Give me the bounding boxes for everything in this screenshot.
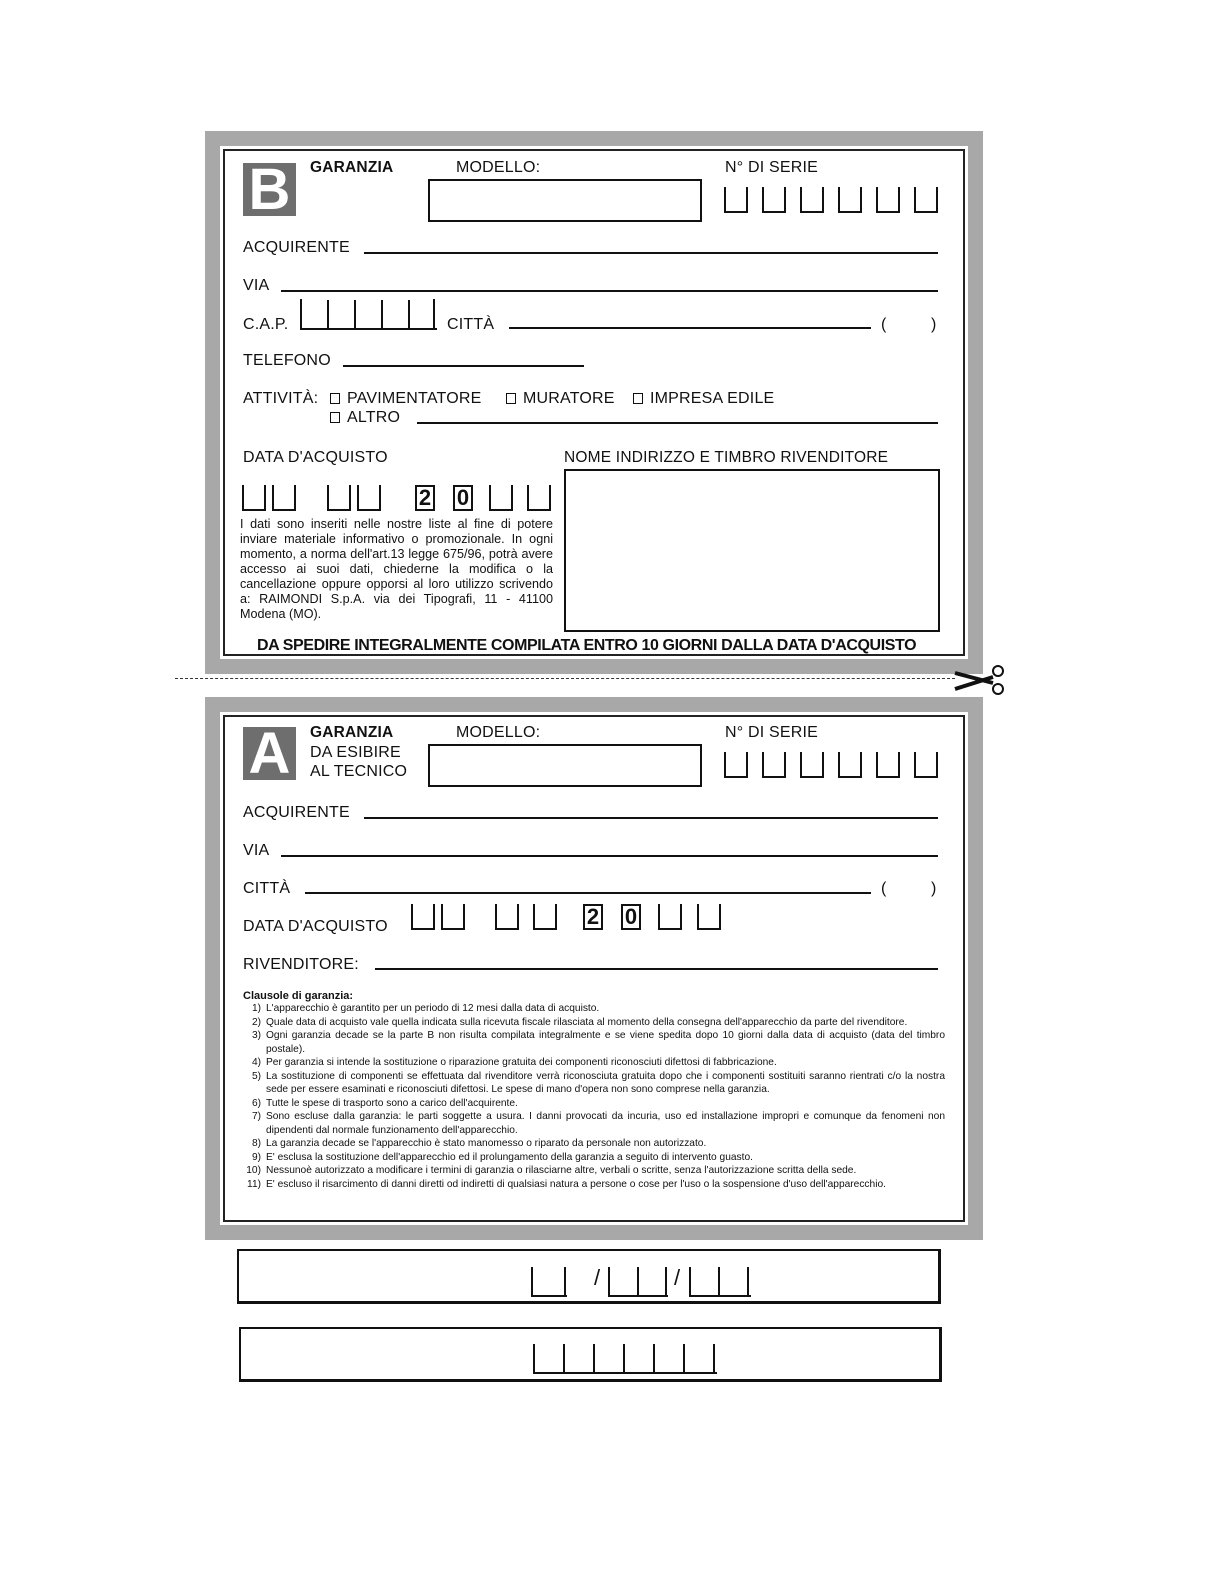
clause-text: E' esclusa la sostituzione dell'apparecchio ed il prolungamento della garanzia a seguito di intervento guasto. [266,1151,753,1163]
clause-text: Quale data di acquisto vale quella indicata sulla ricevuta fiscale rilasciata al momento della consegna dell'apparecchio da parte del rivenditore. [266,1016,908,1028]
date-digit-box[interactable] [658,904,682,930]
cap-digit-boxes[interactable] [300,301,437,330]
acquirente-label: ACQUIRENTE [243,239,350,256]
year-digit-2: 2 [415,485,435,511]
telefono-field[interactable] [343,365,584,367]
clause-number: 5) [251,1070,261,1082]
scissors-icon [953,663,1007,695]
serie-label: N° DI SERIE [725,724,819,741]
date-separator-1: / [594,1265,601,1290]
checkbox-icon[interactable] [633,393,643,404]
clause-item [243,1178,945,1192]
serie-digit-box[interactable] [800,187,824,213]
clauses-list [243,1002,945,1191]
month-boxes[interactable] [608,1267,668,1297]
option-pavimentatore[interactable]: PAVIMENTATORE [330,390,481,408]
card-a-title: GARANZIA [310,724,394,741]
altro-field[interactable] [417,422,938,424]
clause-number: 1) [251,1003,261,1014]
clause-number: 7) [251,1111,261,1122]
date-digit-box[interactable] [242,485,266,511]
date-strip [237,1249,941,1304]
modello-label: MODELLO: [456,159,541,176]
shipping-notice: DA SPEDIRE INTEGRALMENTE COMPILATA ENTRO 10 GIORNI DALLA DATA D'ACQUISTO [257,637,917,654]
rivenditore-label: NOME INDIRIZZO E TIMBRO RIVENDITORE [564,449,889,466]
serie-digit-box[interactable] [762,187,786,213]
cap-label: C.A.P. [243,316,289,333]
year-digit-2: 2 [583,904,603,930]
date-digit-box[interactable] [327,485,351,511]
date-digit-box[interactable] [533,904,557,930]
via-label: VIA [243,277,270,294]
part-a-logo: A [243,727,296,780]
via-label: VIA [243,842,270,859]
warranty-clauses [243,990,945,1191]
clause-text: La sostituzione di componenti se effettuata dal rivenditore verrà riconosciuta gratuita dopo che i componenti sostituiti saranno rientrati c/o la nostra sede per essere esaminati e riconosciuti difettosi. Le spese di mano d'opera non sono comprese nella garanzia. [266,1070,945,1095]
year-digit-0: 0 [621,904,641,930]
acquirente-field[interactable] [364,817,938,819]
serie-digit-box[interactable] [724,187,748,213]
modello-input-box[interactable] [428,179,702,222]
date-separator-2: / [674,1265,681,1290]
date-digit-box[interactable] [441,904,465,930]
provincia-paren-close: ) [931,316,937,333]
checkbox-icon[interactable] [330,412,340,423]
clause-text: E' escluso il risarcimento di danni diretti od indiretti di qualsiasi natura a persone o cose per l'uso o la sospensione d'uso dell'apparecchio. [266,1178,886,1190]
card-b-title: GARANZIA [310,159,394,176]
option-muratore[interactable]: MURATORE [506,390,615,408]
telefono-label: TELEFONO [243,352,331,369]
serie-digit-box[interactable] [914,752,938,778]
part-b-logo: B [243,163,296,216]
attivita-label: ATTIVITÀ: [243,390,319,407]
clause-item [243,1097,945,1111]
serie-digit-box[interactable] [762,752,786,778]
citta-field[interactable] [305,892,871,894]
day-boxes[interactable] [531,1267,567,1297]
privacy-notice: I dati sono inseriti nelle nostre liste al fine di potere inviare materiale informativo o promozionale. In ogni momento, a norma dell'art.13 legge 675/96, potrà avere accesso ai suoi dati, chiederne la modifica o la cancellazione oppure opporsi al loro utilizzo scrivendo a: RAIMONDI S.p.A. via dei Tipografi, 11 - 41100 Modena (MO). [240,517,553,621]
serial-strip [239,1327,942,1382]
provincia-paren-open: ( [881,316,887,333]
serial-boxes[interactable] [533,1344,717,1374]
clause-text: Ogni garanzia decade se la parte B non risulta compilata integralmente e se viene spedita dopo 10 giorni dalla data di acquisto (data del timbro postale). [266,1030,945,1055]
clause-number: 2) [251,1016,261,1028]
clause-text: Nessunoè autorizzato a modificare i termini di garanzia o rilasciarne altre, verbali o scritte, senza l'autorizzazione scritta della sede. [266,1165,857,1176]
serie-digit-box[interactable] [838,187,862,213]
clause-text: Per garanzia si intende la sostituzione o riparazione gratuita dei componenti riconosciuti difettosi di fabbricazione. [266,1057,777,1068]
warranty-card-a [205,697,983,1240]
date-digit-box[interactable] [357,485,381,511]
via-field[interactable] [281,855,938,857]
clause-item [243,1151,945,1165]
clause-number: 8) [251,1138,261,1149]
option-impresa-edile[interactable]: IMPRESA EDILE [633,390,774,408]
clause-number: 9) [251,1151,261,1163]
serie-digit-box[interactable] [724,752,748,778]
clause-item [243,1164,945,1178]
date-digit-box[interactable] [697,904,721,930]
date-digit-box[interactable] [495,904,519,930]
checkbox-icon[interactable] [506,393,516,404]
citta-label: CITTÀ [243,880,291,897]
clause-text: L'apparecchio è garantito per un periodo di 12 mesi dalla data di acquisto. [266,1003,600,1014]
provincia-paren-close: ) [931,880,937,897]
serie-digit-box[interactable] [914,187,938,213]
citta-label: CITTÀ [447,316,495,333]
warranty-card-b [205,131,983,674]
clause-item [243,1016,945,1030]
clause-text: Sono escluse dalla garanzia: le parti soggette a usura. I danni provocati da incuria, uso ed installazione impropri e comunque da fenomeni non dipendenti dal normale funzionamento dell'apparecchio. [266,1111,945,1136]
acquirente-field[interactable] [364,252,938,254]
serie-digit-box[interactable] [876,187,900,213]
modello-input-box[interactable] [428,744,702,787]
clause-number: 3) [251,1030,261,1041]
serie-label: N° DI SERIE [725,159,819,176]
clause-number: 10) [246,1165,261,1176]
clause-text: La garanzia decade se l'apparecchio è stato manomesso o riparato da personale non autorizzato. [266,1138,707,1149]
data-acquisto-label: DATA D'ACQUISTO [243,449,388,466]
serie-digit-box[interactable] [800,752,824,778]
card-a-subtitle-1: DA ESIBIRE [310,744,401,761]
clause-item [243,1110,945,1137]
clause-item [243,1029,945,1056]
modello-label: MODELLO: [456,724,541,741]
clause-item [243,1056,945,1070]
acquirente-label: ACQUIRENTE [243,804,350,821]
year-digit-0: 0 [453,485,473,511]
clause-text: Tutte le spese di trasporto sono a carico dell'acquirente. [266,1097,518,1109]
date-digit-box[interactable] [489,485,513,511]
clause-item [243,1137,945,1151]
rivenditore-field[interactable] [375,968,938,970]
serie-digit-box[interactable] [838,752,862,778]
option-altro[interactable]: ALTRO [330,409,400,427]
checkbox-icon[interactable] [330,393,340,404]
clause-item [243,1070,945,1097]
cut-line [175,678,955,679]
date-digit-box[interactable] [411,904,435,930]
clause-item [243,1002,945,1016]
date-digit-box[interactable] [527,485,551,511]
clause-number: 11) [247,1178,261,1190]
clauses-title: Clausole di garanzia: [243,990,354,1002]
rivenditore-label: RIVENDITORE: [243,956,359,973]
provincia-paren-open: ( [881,880,887,897]
date-digit-box[interactable] [272,485,296,511]
data-acquisto-label: DATA D'ACQUISTO [243,918,388,935]
year-boxes[interactable] [689,1267,751,1297]
clause-number: 4) [251,1057,261,1068]
rivenditore-stamp-box[interactable] [564,469,940,632]
card-a-subtitle-2: AL TECNICO [310,763,408,780]
citta-field[interactable] [509,327,871,329]
via-field[interactable] [281,290,938,292]
clause-number: 6) [251,1097,261,1109]
serie-digit-box[interactable] [876,752,900,778]
